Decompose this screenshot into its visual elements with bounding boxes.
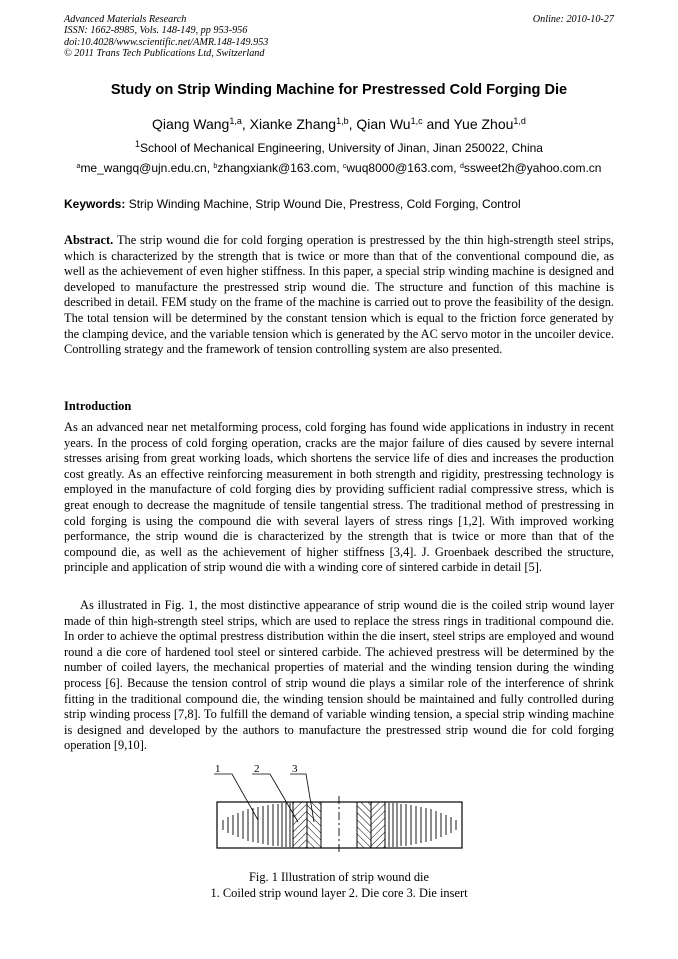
email-address: me_wangq@ujn.edu.cn, — [80, 161, 214, 175]
author-name: Qiang Wang — [152, 116, 230, 132]
die-insert-right — [357, 802, 371, 848]
author-name: Xianke Zhang — [249, 116, 337, 132]
die-core-right — [371, 802, 385, 848]
email-superscript: d — [459, 163, 464, 170]
die-insert-left — [307, 802, 321, 848]
author-superscript: 1,b — [336, 116, 349, 126]
figure-label-2: 2 — [254, 763, 260, 775]
author-superscript: 1,c — [410, 116, 423, 126]
author-separator: , — [241, 116, 250, 132]
abstract-text: The strip wound die for cold forging operation is prestressed by the thin high-strength steel strips, which is characterized by the strength that is twice or more than that of the conventional compound die, as well as the achievement of even higher stiffness. In this paper, a special strip winding machine is designed and developed to manufacture the prestressed strip wound die. The structure and function of this machine is described in detail. FEM study on the frame of the machine is carried out to prove the feasibility of the design. The total tension will be determined by the constant tension which is equal to the friction force generated by the clamping device, and the variable tension which is generated by the AC servo motor in the uncoiler device. Controlling strategy and the framework of tension controlling system are also presented. — [64, 233, 614, 357]
author-name: and Yue Zhou — [426, 116, 514, 132]
email-address: wuq8000@163.com, — [346, 161, 460, 175]
doi-line: doi:10.4028/www.scientific.net/AMR.148-149.953 — [64, 36, 269, 48]
author-superscript: 1,d — [513, 116, 526, 126]
keywords-label: Keywords: — [64, 197, 126, 211]
section-heading-introduction: Introduction — [64, 399, 132, 413]
intro-paragraph-2: As illustrated in Fig. 1, the most distinctive appearance of strip wound die is the coiled strip wound layer made of thin high-strength steel strips, which are used to replace the stress rings in traditional compound die. In order to achieve the optimal prestress distribution within the die insert, steel strips are employed and wound round a die core of hardened tool steel or sintered carbide. The achieved prestress will be determined by the number of coiled layers, the mechanical properties of material and the winding tension during the winding process [6]. Because the tension control of strip wound die plays a similar role of the interference of shrink fitting in the traditional compound die, the winding tension should be maintained and fully controlled during strip winding process [7,8]. To fulfill the demand of variable winding tension, a special strip winding machine is designed and developed by the authors to manufacture the prestressed strip wound die for cold forging operation [9,10]. — [64, 598, 614, 753]
figure-caption-legend: 1. Coiled strip wound layer 2. Die core 3. Die insert — [210, 885, 468, 900]
affiliation-superscript: 1 — [135, 139, 141, 149]
journal-header — [64, 14, 268, 60]
keywords — [64, 197, 624, 211]
figure-caption-title: Fig. 1 Illustration of strip wound die — [249, 870, 429, 884]
keywords-text: Strip Winding Machine, Strip Wound Die, Prestress, Cold Forging, Control — [125, 197, 521, 211]
email-superscript: c — [342, 163, 347, 170]
email-address: ssweet2h@yahoo.com.cn — [463, 161, 602, 175]
email-address: zhangxiank@163.com, — [217, 161, 343, 175]
figure-label-1: 1 — [215, 763, 221, 775]
paper-title: Study on Strip Winding Machine for Prestressed Cold Forging Die — [110, 82, 568, 98]
intro-paragraph-1: As an advanced near net metalforming process, cold forging has found wide applications in industry in recent years. In the process of cold forging operation, cracks are the major failure of dies caused by severe internal stresses arising from great working loads, which shortens the service life of dies and increases the production cost greatly. As an effective reinforcing measurement in both strength and rigidity, prestressing technology is employed in the manufacture of cold forging dies by providing sufficient radial compressive stress, which is great enough to decrease the magnitude of tensile tangential stress. The traditional method of prestressing in cold forging is using the compound die with several layers of stress rings [1,2]. With improved working performance, the strip wound die is characterized by the strength that is twice or more than that of the compound die, as well as the achievement of higher stiffness [3,4]. J. Groenbaek described the structure, principle and application of strip wound die with a winding core of sintered carbide in detail [5]. — [64, 420, 614, 575]
online-date: Online: 2010-10-27 — [532, 14, 614, 25]
author-separator: , — [348, 116, 357, 132]
affiliation-text: School of Mechanical Engineering, University of Jinan, Jinan 250022, China — [140, 141, 543, 155]
journal-name: Advanced Materials Research — [64, 14, 187, 25]
die-core-left — [293, 802, 307, 848]
email-superscript: a — [76, 163, 81, 170]
abstract-label: Abstract. — [64, 233, 114, 247]
die-outline — [217, 802, 462, 848]
affiliation — [30, 139, 648, 155]
issn-line: ISSN: 1662-8985, Vols. 148-149, pp 953-956 — [64, 25, 248, 37]
figure-caption — [64, 870, 614, 901]
strip-wound-layer-left — [223, 803, 290, 847]
email-list — [30, 161, 648, 175]
strip-wound-die-figure — [200, 762, 480, 862]
author-list — [30, 116, 648, 132]
abstract — [64, 233, 614, 358]
copyright-line: © 2011 Trans Tech Publications Ltd, Switzerland — [64, 48, 265, 60]
strip-wound-layer-right — [389, 803, 456, 847]
figure-label-3: 3 — [292, 763, 298, 775]
email-superscript: b — [213, 163, 218, 170]
author-superscript: 1,a — [229, 116, 242, 126]
author-name: Qian Wu — [356, 116, 411, 132]
